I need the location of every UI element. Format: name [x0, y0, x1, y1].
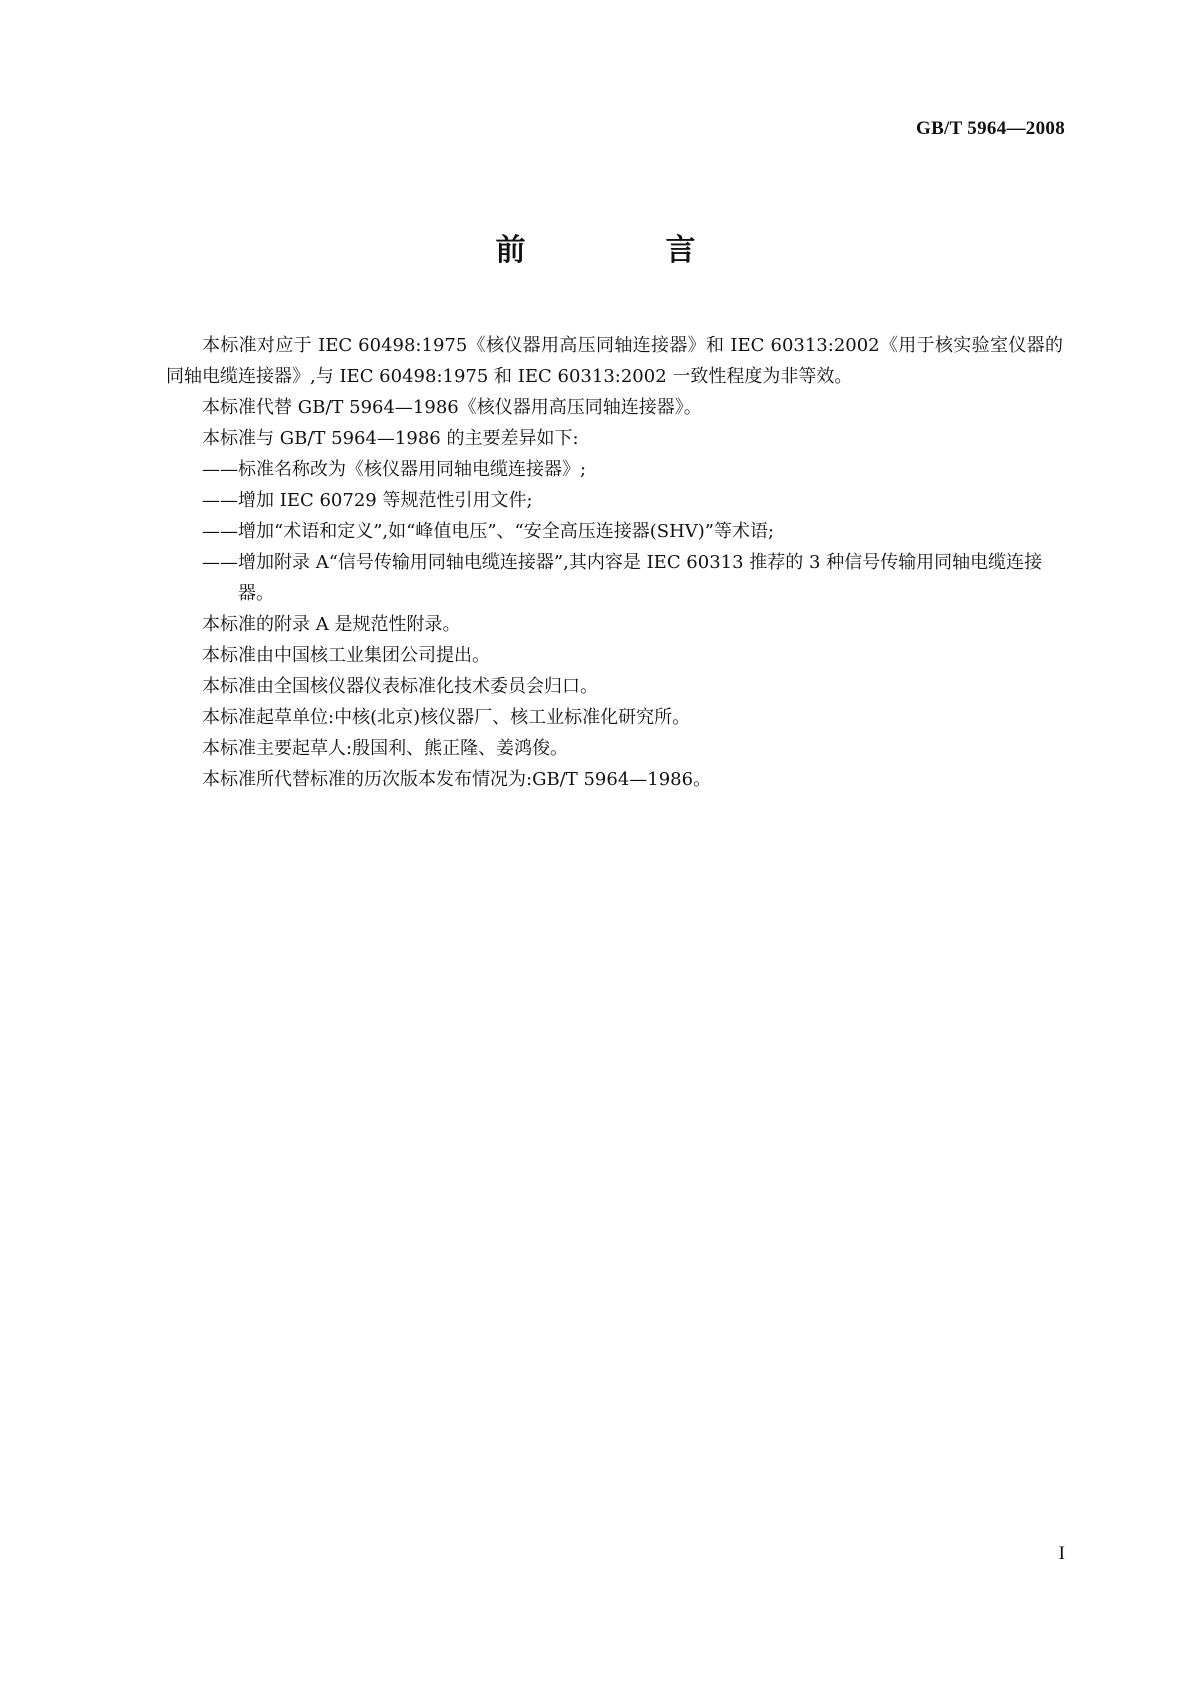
list-item [166, 516, 1063, 547]
page-title: 前 言 [495, 233, 751, 268]
list-item [166, 547, 1063, 609]
paragraph-drafting-units: 本标准起草单位:中核(北京)核仪器厂、核工业标准化研究所。 [202, 707, 691, 728]
paragraph-previous-editions: 本标准所代替标准的历次版本发布情况为:GB/T 5964—1986。 [202, 769, 712, 790]
list-item-text: 增加附录 A“信号传输用同轴电缆连接器”,其内容是 IEC 60313 推荐的 3 种信号传输用同轴电缆连接器。 [238, 552, 1043, 604]
list-item [166, 485, 1063, 516]
list-dash: —— [202, 490, 238, 511]
paragraph-committee: 本标准由全国核仪器仪表标准化技术委员会归口。 [202, 676, 598, 697]
standard-number: GB/T 5964—2008 [915, 118, 1065, 139]
list-dash: —— [202, 552, 238, 573]
paragraph-annex: 本标准的附录 A 是规范性附录。 [202, 614, 461, 635]
page-number: I [1058, 1543, 1065, 1564]
paragraph-drafters: 本标准主要起草人:殷国利、熊正隆、姜鸿俊。 [202, 738, 569, 759]
paragraph-proposer: 本标准由中国核工业集团公司提出。 [202, 645, 490, 666]
list-item-text: 标准名称改为《核仪器用同轴电缆连接器》; [238, 459, 587, 480]
list-dash: —— [202, 459, 238, 480]
list-item-text: 增加“术语和定义”,如“峰值电压”、“安全高压连接器(SHV)”等术语; [238, 521, 775, 542]
paragraph-replaces: 本标准代替 GB/T 5964—1986《核仪器用高压同轴连接器》。 [202, 397, 702, 418]
paragraph-differences-intro: 本标准与 GB/T 5964—1986 的主要差异如下: [202, 428, 579, 449]
list-item-text: 增加 IEC 60729 等规范性引用文件; [238, 490, 533, 511]
list-dash: —— [202, 521, 238, 542]
list-item [166, 454, 1063, 485]
paragraph-correspondence: 本标准对应于 IEC 60498:1975《核仪器用高压同轴连接器》和 IEC 60313:2002《用于核实验室仪器的同轴电缆连接器》,与 IEC 60498:1975 和 IEC 60313:2002 一致性程度为非等效。 [166, 335, 1063, 387]
document-body [166, 330, 1063, 795]
